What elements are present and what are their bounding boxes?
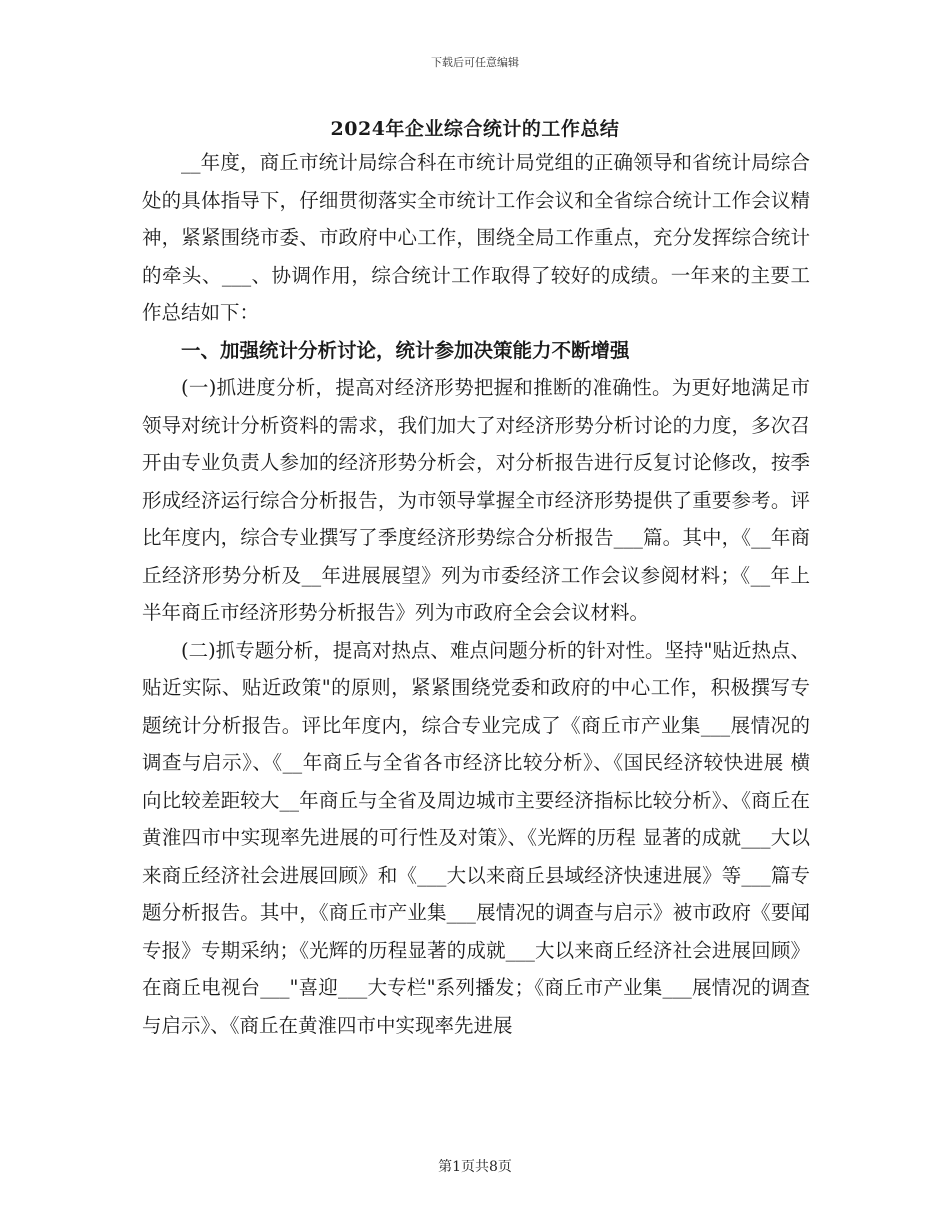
page-footer: 第1页共8页	[438, 1159, 512, 1175]
intro-paragraph: __年度，商丘市统计局综合科在市统计局党组的正确领导和省统计局综合处的具体指导下，仔细贯彻落实全市统计工作会议和全省综合统计工作会议精神，紧紧围绕市委、市政府中心工作，围绕全局工作重点，充分发挥综合统计的牵头、___、协调作用，综合统计工作取得了较好的成绩。一年来的主要工作总结如下：	[142, 151, 810, 324]
section-heading: 一、加强统计分析讨论，统计参加决策能力不断增强	[181, 338, 630, 362]
document-title: 2024年企业综合统计的工作总结	[330, 118, 620, 140]
header-note: 下载后可任意编辑	[431, 56, 519, 69]
paragraph-progress-analysis: (一)抓进度分析，提高对经济形势把握和推断的准确性。为更好地满足市领导对统计分析资料的需求，我们加大了对经济形势分析讨论的力度，多次召开由专业负责人参加的经济形势分析会，对分析报告进行反复讨论修改，按季形成经济运行综合分析报告，为市领导掌握全市经济形势提供了重要参考。评比年度内，综合专业撰写了季度经济形势综合分析报告___篇。其中，《__年商丘经济形势分析及__年进展展望》列为市委经济工作会议参阅材料；《__年上半年商丘市经济形势分析报告》列为市政府全会会议材料。	[142, 376, 810, 624]
document-body	[142, 144, 810, 1044]
paragraph-topic-analysis: (二)抓专题分析，提高对热点、难点问题分析的针对性。坚持"贴近热点、贴近实际、贴近政策"的原则，紧紧围绕党委和政府的中心工作，积极撰写专题统计分析报告。评比年度内，综合专业完成了《商丘市产业集___展情况的调查与启示》、《__年商丘与全省各市经济比较分析》、《国民经济较快进展 横向比较差距较大__年商丘与全省及周边城市主要经济指标比较分析》、《商丘在黄淮四市中实现率先进展的可行性及对策》、《光辉的历程 显著的成就___大以来商丘经济社会进展回顾》和《___大以来商丘县域经济快速进展》等___篇专题分析报告。其中，《商丘市产业集___展情况的调查与启示》被市政府《要闻专报》专期采纳；《光辉的历程显著的成就___大以来商丘经济社会进展回顾》在商丘电视台___"喜迎___大专栏"系列播发；《商丘市产业集___展情况的调查与启示》、《商丘在黄淮四市中实现率先进展	[142, 638, 810, 1037]
